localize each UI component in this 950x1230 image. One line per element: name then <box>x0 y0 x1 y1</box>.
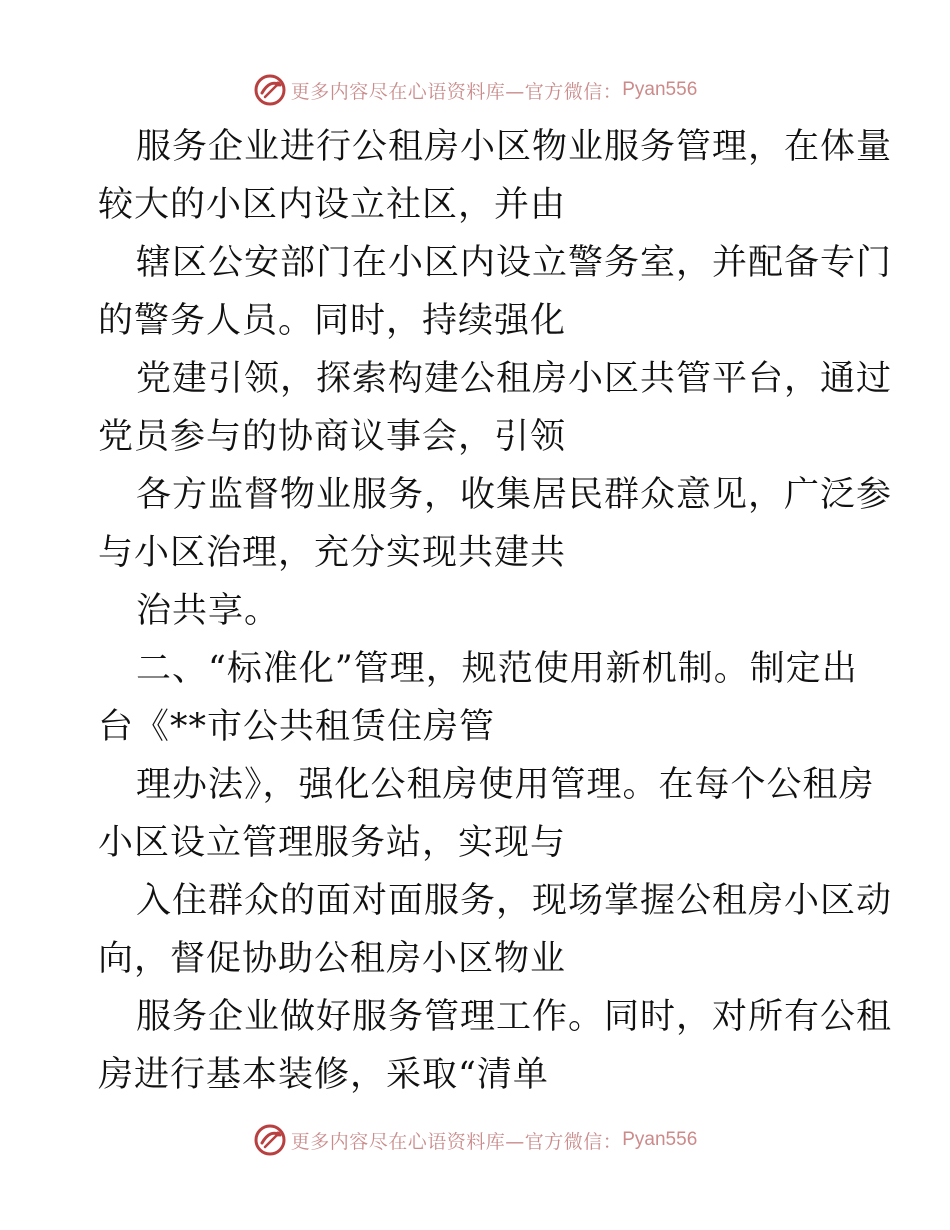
header-watermark <box>0 70 950 110</box>
body-line: 辖区公安部门在小区内设立警务室，并配备专门 <box>136 243 893 283</box>
body-line: 治共享。 <box>136 591 281 631</box>
watermark-text: 更多内容尽在心语资料库—官方微信： <box>290 1130 623 1153</box>
body-line: 与小区治理，充分实现共建共 <box>98 533 567 573</box>
watermark-text: 更多内容尽在心语资料库—官方微信： <box>290 80 623 103</box>
body-line: 向，督促协助公租房小区物业 <box>98 939 567 979</box>
body-line: 服务企业进行公租房小区物业服务管理，在体量 <box>136 127 893 167</box>
body-line: 党建引领，探索构建公租房小区共管平台，通过 <box>136 359 893 399</box>
body-line: 党员参与的协商议事会，引领 <box>98 417 567 457</box>
watermark-wechat-id: Pyan556 <box>622 1129 698 1150</box>
footer-watermark <box>0 1120 950 1160</box>
watermark-wechat-id: Pyan556 <box>622 79 698 100</box>
brand-logo-icon <box>253 73 287 107</box>
body-line: 二、“标准化”管理，规范使用新机制。制定出 <box>136 649 858 689</box>
document-body <box>98 118 893 1104</box>
body-line: 理办法》，强化公租房使用管理。在每个公租房 <box>136 765 875 805</box>
body-line: 较大的小区内设立社区，并由 <box>98 185 567 225</box>
body-line: 小区设立管理服务站，实现与 <box>98 823 567 863</box>
body-line: 台《**市公共租赁住房管 <box>98 707 496 747</box>
body-line: 服务企业做好服务管理工作。同时，对所有公租 <box>136 997 893 1037</box>
brand-logo-icon <box>253 1123 287 1157</box>
body-line: 各方监督物业服务，收集居民群众意见，广泛参 <box>136 475 893 515</box>
body-line: 入住群众的面对面服务，现场掌握公租房小区动 <box>136 881 893 921</box>
body-line: 的警务人员。同时，持续强化 <box>98 301 567 341</box>
body-line: 房进行基本装修，采取“清单 <box>98 1055 549 1095</box>
